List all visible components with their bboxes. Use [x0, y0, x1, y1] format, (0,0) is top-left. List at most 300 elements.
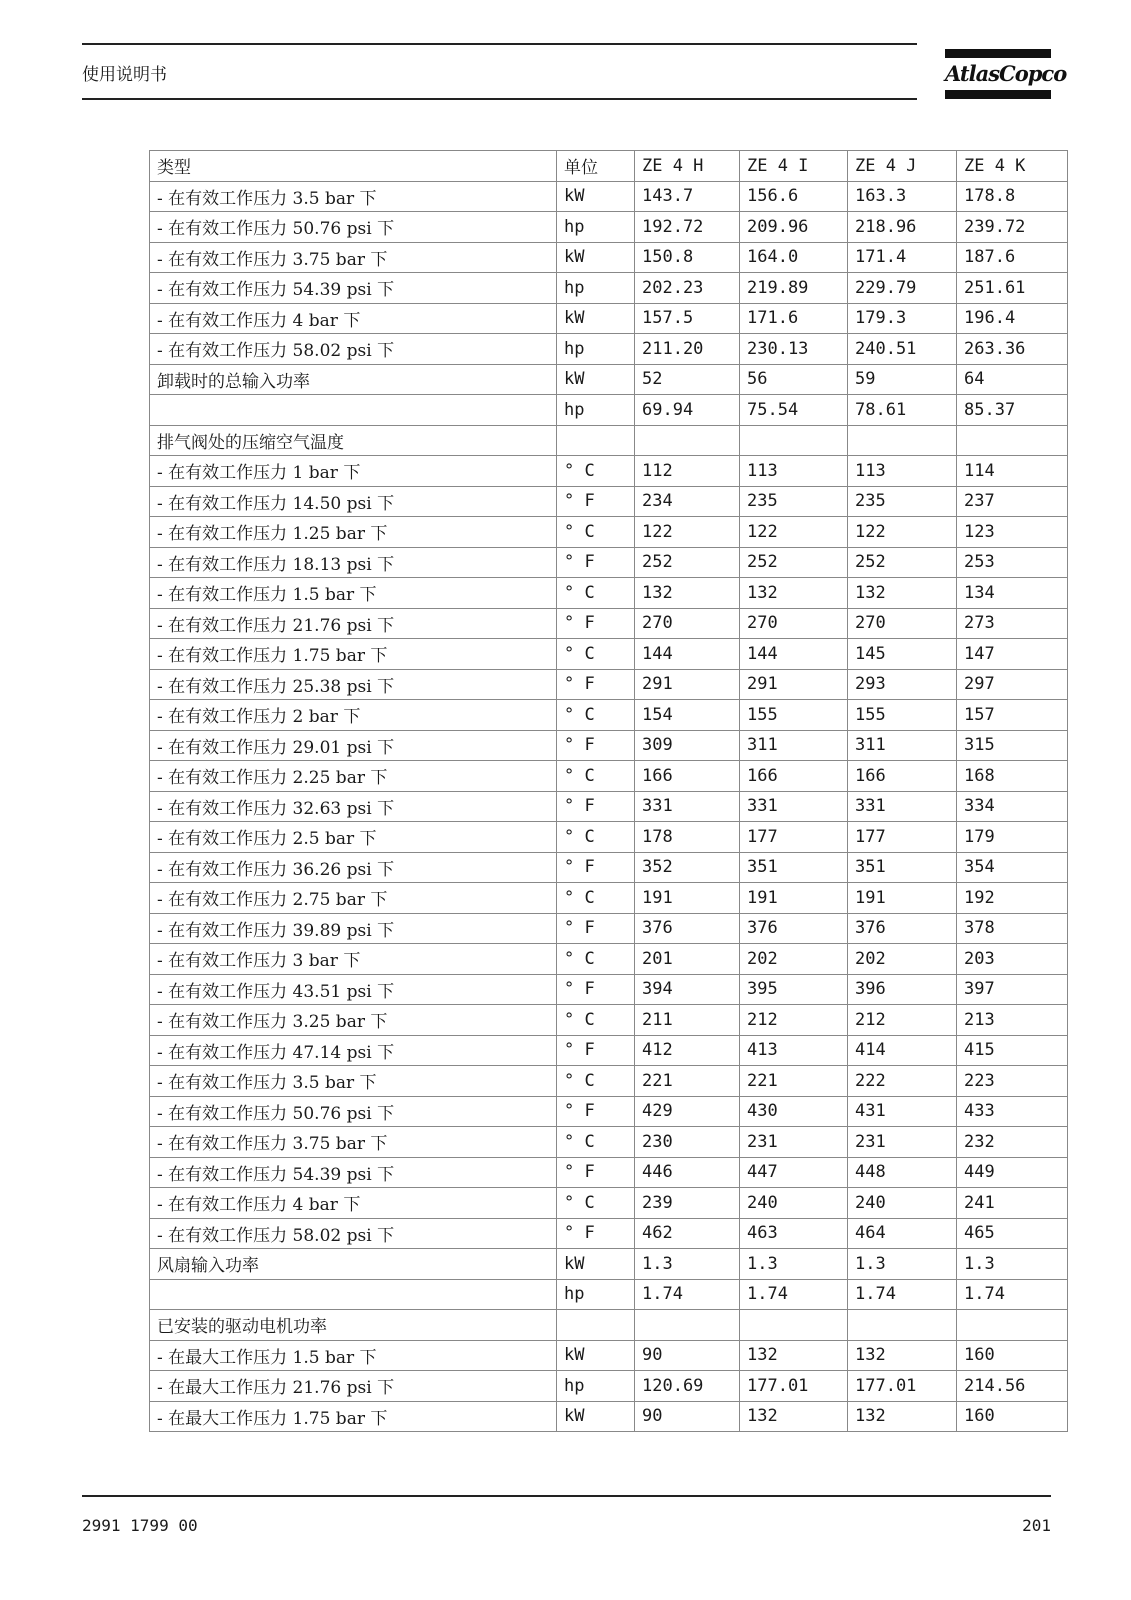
value-cell: 376 [740, 913, 848, 944]
value-cell: 157 [957, 700, 1068, 731]
row-label: - 在有效工作压力 4 bar 下 [150, 1188, 557, 1219]
row-label: 风扇输入功率 [150, 1249, 557, 1280]
value-cell: 211 [635, 1005, 740, 1036]
value-cell: 201 [635, 944, 740, 975]
table-row [150, 791, 1068, 822]
value-cell: 202 [740, 944, 848, 975]
table-row [150, 334, 1068, 365]
unit-cell: ° C [557, 517, 635, 548]
row-label: - 在有效工作压力 3.25 bar 下 [150, 1005, 557, 1036]
value-cell: 120.69 [635, 1371, 740, 1402]
table-row [150, 913, 1068, 944]
table-header-row [150, 151, 1068, 182]
value-cell: 179 [957, 822, 1068, 853]
table-row [150, 1188, 1068, 1219]
specification-table [149, 150, 1068, 1432]
value-cell: 132 [635, 578, 740, 609]
value-cell: 144 [635, 639, 740, 670]
value-cell: 252 [635, 547, 740, 578]
table-row [150, 1157, 1068, 1188]
value-cell: 1.3 [957, 1249, 1068, 1280]
row-label: - 在有效工作压力 3.75 bar 下 [150, 242, 557, 273]
value-cell: 134 [957, 578, 1068, 609]
table-row [150, 578, 1068, 609]
value-cell: 414 [848, 1035, 957, 1066]
row-label: - 在有效工作压力 1.5 bar 下 [150, 578, 557, 609]
value-cell: 251.61 [957, 273, 1068, 304]
table-row [150, 1066, 1068, 1097]
table-row [150, 425, 1068, 456]
value-cell [635, 425, 740, 456]
table-row [150, 303, 1068, 334]
unit-cell: ° F [557, 1218, 635, 1249]
value-cell: 166 [635, 761, 740, 792]
value-cell: 231 [740, 1127, 848, 1158]
value-cell: 231 [848, 1127, 957, 1158]
table-row [150, 730, 1068, 761]
value-cell [740, 425, 848, 456]
header-rule-top [82, 43, 917, 45]
row-label: - 在有效工作压力 4 bar 下 [150, 303, 557, 334]
value-cell: 56 [740, 364, 848, 395]
unit-cell: hp [557, 1371, 635, 1402]
value-cell: 112 [635, 456, 740, 487]
value-cell: 132 [848, 1340, 957, 1371]
column-header: ZE 4 I [740, 151, 848, 182]
row-label: - 在最大工作压力 1.5 bar 下 [150, 1340, 557, 1371]
unit-cell: ° C [557, 639, 635, 670]
value-cell: 144 [740, 639, 848, 670]
table-row [150, 547, 1068, 578]
row-label: - 在有效工作压力 3 bar 下 [150, 944, 557, 975]
table-row [150, 1310, 1068, 1341]
value-cell: 1.3 [848, 1249, 957, 1280]
unit-cell: kW [557, 1401, 635, 1432]
value-cell: 378 [957, 913, 1068, 944]
value-cell: 132 [740, 1401, 848, 1432]
unit-cell: ° F [557, 1035, 635, 1066]
value-cell: 237 [957, 486, 1068, 517]
row-label: - 在有效工作压力 39.89 psi 下 [150, 913, 557, 944]
value-cell: 145 [848, 639, 957, 670]
unit-cell: ° C [557, 1005, 635, 1036]
value-cell: 1.74 [635, 1279, 740, 1310]
value-cell: 212 [740, 1005, 848, 1036]
table-row [150, 822, 1068, 853]
row-label: - 在有效工作压力 58.02 psi 下 [150, 334, 557, 365]
table-row [150, 181, 1068, 212]
value-cell: 122 [740, 517, 848, 548]
row-label [150, 1279, 557, 1310]
value-cell: 412 [635, 1035, 740, 1066]
row-label: - 在有效工作压力 1.25 bar 下 [150, 517, 557, 548]
row-label: - 在有效工作压力 29.01 psi 下 [150, 730, 557, 761]
value-cell: 354 [957, 852, 1068, 883]
value-cell: 270 [635, 608, 740, 639]
unit-cell: ° C [557, 761, 635, 792]
table-row [150, 700, 1068, 731]
value-cell: 147 [957, 639, 1068, 670]
column-header: 单位 [557, 151, 635, 182]
table-row [150, 974, 1068, 1005]
value-cell: 309 [635, 730, 740, 761]
value-cell: 85.37 [957, 395, 1068, 426]
table-row [150, 761, 1068, 792]
value-cell: 331 [740, 791, 848, 822]
value-cell: 415 [957, 1035, 1068, 1066]
value-cell: 177.01 [848, 1371, 957, 1402]
value-cell: 465 [957, 1218, 1068, 1249]
unit-cell: ° C [557, 944, 635, 975]
table-row [150, 364, 1068, 395]
value-cell: 311 [848, 730, 957, 761]
value-cell: 164.0 [740, 242, 848, 273]
value-cell: 241 [957, 1188, 1068, 1219]
table-row [150, 639, 1068, 670]
table-row [150, 212, 1068, 243]
value-cell: 230.13 [740, 334, 848, 365]
unit-cell: kW [557, 181, 635, 212]
value-cell: 239 [635, 1188, 740, 1219]
value-cell: 168 [957, 761, 1068, 792]
row-label: - 在有效工作压力 58.02 psi 下 [150, 1218, 557, 1249]
column-header: ZE 4 K [957, 151, 1068, 182]
value-cell: 253 [957, 547, 1068, 578]
value-cell: 222 [848, 1066, 957, 1097]
value-cell: 78.61 [848, 395, 957, 426]
row-label: - 在有效工作压力 47.14 psi 下 [150, 1035, 557, 1066]
unit-cell: hp [557, 1279, 635, 1310]
logo-bar-bottom [945, 90, 1051, 99]
document-title: 使用说明书 [82, 65, 167, 85]
table-row [150, 883, 1068, 914]
table-row [150, 1127, 1068, 1158]
value-cell: 447 [740, 1157, 848, 1188]
value-cell: 351 [848, 852, 957, 883]
value-cell [848, 425, 957, 456]
value-cell: 160 [957, 1401, 1068, 1432]
value-cell: 463 [740, 1218, 848, 1249]
value-cell: 171.4 [848, 242, 957, 273]
value-cell: 413 [740, 1035, 848, 1066]
column-header: ZE 4 H [635, 151, 740, 182]
table-row [150, 456, 1068, 487]
unit-cell: ° F [557, 1157, 635, 1188]
value-cell: 376 [848, 913, 957, 944]
value-cell: 64 [957, 364, 1068, 395]
value-cell: 394 [635, 974, 740, 1005]
value-cell: 464 [848, 1218, 957, 1249]
value-cell: 221 [635, 1066, 740, 1097]
unit-cell: hp [557, 334, 635, 365]
value-cell: 122 [635, 517, 740, 548]
value-cell: 132 [740, 578, 848, 609]
table-row [150, 1401, 1068, 1432]
value-cell: 252 [740, 547, 848, 578]
unit-cell: ° F [557, 669, 635, 700]
value-cell: 123 [957, 517, 1068, 548]
unit-cell: ° C [557, 1127, 635, 1158]
table-row [150, 273, 1068, 304]
value-cell: 69.94 [635, 395, 740, 426]
row-label: - 在有效工作压力 2.5 bar 下 [150, 822, 557, 853]
value-cell: 191 [740, 883, 848, 914]
value-cell: 75.54 [740, 395, 848, 426]
value-cell: 240 [740, 1188, 848, 1219]
value-cell: 395 [740, 974, 848, 1005]
value-cell: 113 [848, 456, 957, 487]
footer-rule [82, 1495, 1051, 1497]
value-cell: 396 [848, 974, 957, 1005]
value-cell: 213 [957, 1005, 1068, 1036]
value-cell: 239.72 [957, 212, 1068, 243]
row-label: - 在有效工作压力 18.13 psi 下 [150, 547, 557, 578]
value-cell: 191 [635, 883, 740, 914]
table-row [150, 1218, 1068, 1249]
value-cell: 221 [740, 1066, 848, 1097]
table-row [150, 944, 1068, 975]
row-label: - 在有效工作压力 54.39 psi 下 [150, 1157, 557, 1188]
value-cell: 263.36 [957, 334, 1068, 365]
unit-cell [557, 425, 635, 456]
value-cell: 315 [957, 730, 1068, 761]
value-cell: 154 [635, 700, 740, 731]
row-label: 排气阀处的压缩空气温度 [150, 425, 557, 456]
value-cell: 192.72 [635, 212, 740, 243]
row-label: 卸载时的总输入功率 [150, 364, 557, 395]
value-cell: 449 [957, 1157, 1068, 1188]
unit-cell: kW [557, 242, 635, 273]
value-cell: 214.56 [957, 1371, 1068, 1402]
value-cell: 431 [848, 1096, 957, 1127]
value-cell: 187.6 [957, 242, 1068, 273]
unit-cell: ° F [557, 547, 635, 578]
value-cell: 157.5 [635, 303, 740, 334]
table-row [150, 669, 1068, 700]
value-cell [957, 1310, 1068, 1341]
value-cell: 113 [740, 456, 848, 487]
value-cell: 232 [957, 1127, 1068, 1158]
value-cell: 143.7 [635, 181, 740, 212]
value-cell: 433 [957, 1096, 1068, 1127]
value-cell: 311 [740, 730, 848, 761]
row-label: - 在有效工作压力 43.51 psi 下 [150, 974, 557, 1005]
row-label: - 在有效工作压力 3.5 bar 下 [150, 1066, 557, 1097]
value-cell: 240 [848, 1188, 957, 1219]
row-label: - 在有效工作压力 32.63 psi 下 [150, 791, 557, 822]
value-cell: 235 [848, 486, 957, 517]
value-cell: 331 [848, 791, 957, 822]
logo-bar-top [945, 49, 1051, 58]
value-cell: 252 [848, 547, 957, 578]
value-cell: 132 [848, 1401, 957, 1432]
table-row [150, 1035, 1068, 1066]
row-label: - 在最大工作压力 1.75 bar 下 [150, 1401, 557, 1432]
value-cell: 240.51 [848, 334, 957, 365]
value-cell: 446 [635, 1157, 740, 1188]
unit-cell: ° F [557, 1096, 635, 1127]
row-label: - 在最大工作压力 21.76 psi 下 [150, 1371, 557, 1402]
value-cell [635, 1310, 740, 1341]
row-label: - 在有效工作压力 50.76 psi 下 [150, 212, 557, 243]
unit-cell: ° F [557, 974, 635, 1005]
value-cell: 223 [957, 1066, 1068, 1097]
value-cell: 191 [848, 883, 957, 914]
value-cell: 270 [740, 608, 848, 639]
unit-cell: hp [557, 212, 635, 243]
column-header: 类型 [150, 151, 557, 182]
unit-cell: ° C [557, 456, 635, 487]
value-cell: 211.20 [635, 334, 740, 365]
table-row [150, 1340, 1068, 1371]
value-cell: 156.6 [740, 181, 848, 212]
value-cell: 166 [740, 761, 848, 792]
value-cell: 212 [848, 1005, 957, 1036]
unit-cell: ° F [557, 791, 635, 822]
row-label: - 在有效工作压力 54.39 psi 下 [150, 273, 557, 304]
header-rule-bottom [82, 98, 917, 100]
unit-cell: ° C [557, 700, 635, 731]
row-label: - 在有效工作压力 3.75 bar 下 [150, 1127, 557, 1158]
value-cell: 177.01 [740, 1371, 848, 1402]
table-row [150, 486, 1068, 517]
value-cell: 202.23 [635, 273, 740, 304]
row-label: - 在有效工作压力 14.50 psi 下 [150, 486, 557, 517]
value-cell: 229.79 [848, 273, 957, 304]
value-cell: 52 [635, 364, 740, 395]
row-label: - 在有效工作压力 2 bar 下 [150, 700, 557, 731]
value-cell: 235 [740, 486, 848, 517]
unit-cell: ° F [557, 913, 635, 944]
value-cell: 376 [635, 913, 740, 944]
row-label: - 在有效工作压力 2.75 bar 下 [150, 883, 557, 914]
value-cell: 448 [848, 1157, 957, 1188]
document-number: 2991 1799 00 [82, 1516, 198, 1535]
value-cell: 192 [957, 883, 1068, 914]
value-cell: 219.89 [740, 273, 848, 304]
unit-cell: kW [557, 1340, 635, 1371]
unit-cell: kW [557, 364, 635, 395]
value-cell: 132 [848, 578, 957, 609]
value-cell: 352 [635, 852, 740, 883]
value-cell: 122 [848, 517, 957, 548]
value-cell: 273 [957, 608, 1068, 639]
value-cell: 1.74 [740, 1279, 848, 1310]
table-row [150, 242, 1068, 273]
logo-text: AtlasCopco [945, 61, 1067, 86]
unit-cell [557, 1310, 635, 1341]
value-cell: 177 [848, 822, 957, 853]
value-cell: 155 [848, 700, 957, 731]
table-row [150, 517, 1068, 548]
unit-cell: ° F [557, 730, 635, 761]
unit-cell: ° C [557, 578, 635, 609]
unit-cell: ° F [557, 486, 635, 517]
value-cell: 331 [635, 791, 740, 822]
value-cell: 270 [848, 608, 957, 639]
unit-cell: hp [557, 273, 635, 304]
value-cell [740, 1310, 848, 1341]
value-cell: 429 [635, 1096, 740, 1127]
value-cell: 90 [635, 1401, 740, 1432]
unit-cell: hp [557, 395, 635, 426]
table-row [150, 1096, 1068, 1127]
value-cell: 171.6 [740, 303, 848, 334]
row-label: - 在有效工作压力 2.25 bar 下 [150, 761, 557, 792]
value-cell: 430 [740, 1096, 848, 1127]
table-row [150, 395, 1068, 426]
row-label: - 在有效工作压力 21.76 psi 下 [150, 608, 557, 639]
table-row [150, 1005, 1068, 1036]
value-cell: 177 [740, 822, 848, 853]
unit-cell: ° C [557, 883, 635, 914]
value-cell: 1.3 [740, 1249, 848, 1280]
value-cell: 1.74 [848, 1279, 957, 1310]
table-row [150, 608, 1068, 639]
value-cell: 209.96 [740, 212, 848, 243]
value-cell: 90 [635, 1340, 740, 1371]
value-cell: 234 [635, 486, 740, 517]
value-cell: 132 [740, 1340, 848, 1371]
row-label: - 在有效工作压力 1.75 bar 下 [150, 639, 557, 670]
value-cell: 178 [635, 822, 740, 853]
value-cell: 160 [957, 1340, 1068, 1371]
value-cell: 293 [848, 669, 957, 700]
table-row [150, 852, 1068, 883]
value-cell: 196.4 [957, 303, 1068, 334]
column-header: ZE 4 J [848, 151, 957, 182]
value-cell: 230 [635, 1127, 740, 1158]
unit-cell: ° C [557, 1066, 635, 1097]
value-cell: 351 [740, 852, 848, 883]
value-cell: 291 [740, 669, 848, 700]
atlas-copco-logo [945, 49, 1067, 99]
value-cell: 462 [635, 1218, 740, 1249]
row-label: - 在有效工作压力 36.26 psi 下 [150, 852, 557, 883]
value-cell: 178.8 [957, 181, 1068, 212]
table-row [150, 1249, 1068, 1280]
value-cell [848, 1310, 957, 1341]
value-cell: 1.74 [957, 1279, 1068, 1310]
value-cell: 397 [957, 974, 1068, 1005]
unit-cell: kW [557, 1249, 635, 1280]
value-cell: 218.96 [848, 212, 957, 243]
row-label: - 在有效工作压力 1 bar 下 [150, 456, 557, 487]
value-cell: 150.8 [635, 242, 740, 273]
table-row [150, 1371, 1068, 1402]
unit-cell: kW [557, 303, 635, 334]
table-row [150, 1279, 1068, 1310]
row-label: 已安装的驱动电机功率 [150, 1310, 557, 1341]
value-cell: 291 [635, 669, 740, 700]
unit-cell: ° C [557, 822, 635, 853]
value-cell: 1.3 [635, 1249, 740, 1280]
value-cell: 114 [957, 456, 1068, 487]
value-cell: 179.3 [848, 303, 957, 334]
unit-cell: ° C [557, 1188, 635, 1219]
value-cell: 203 [957, 944, 1068, 975]
row-label: - 在有效工作压力 25.38 psi 下 [150, 669, 557, 700]
value-cell: 155 [740, 700, 848, 731]
row-label [150, 395, 557, 426]
unit-cell: ° F [557, 608, 635, 639]
page-number: 201 [1022, 1516, 1051, 1535]
row-label: - 在有效工作压力 50.76 psi 下 [150, 1096, 557, 1127]
row-label: - 在有效工作压力 3.5 bar 下 [150, 181, 557, 212]
value-cell: 163.3 [848, 181, 957, 212]
value-cell: 297 [957, 669, 1068, 700]
value-cell [957, 425, 1068, 456]
